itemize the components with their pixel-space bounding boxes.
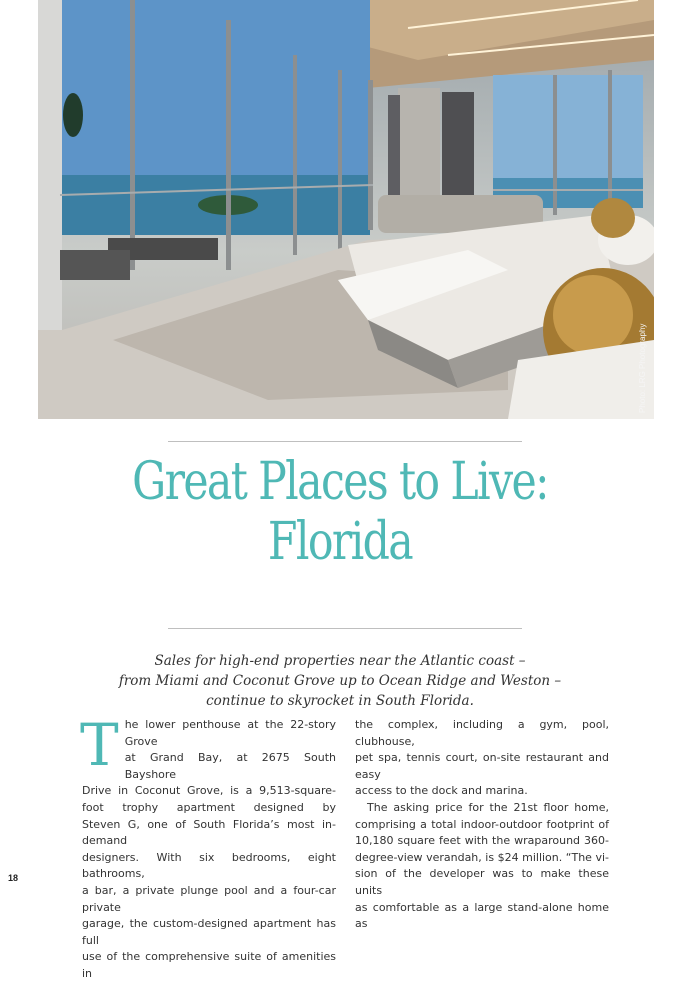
body-line: degree-view verandah, is $24 million. “The vi- [355,850,609,864]
body-line: designers. With six bedrooms, eight bathrooms, [82,850,336,881]
title-line-2: Florida [267,512,413,572]
deck-line-2: from Miami and Coconut Grove up to Ocean Ridge and Weston – [118,673,562,689]
body-line: at Grand Bay, at 2675 South Bayshore [124,751,336,781]
body-line: a bar, a private plunge pool and a four-car private [82,883,336,914]
body-line: use of the comprehensive suite of amenities in [82,950,336,980]
page-number: 18 [8,873,19,883]
body-line: garage, the custom-designed apartment has full [82,917,336,947]
photo-illustration [38,0,654,419]
penthouse-bedroom-photo [38,0,654,419]
deck-line-1: Sales for high-end properties near the Atlantic coast – [154,653,526,669]
body-line: sion of the developer was to make these units [355,867,609,897]
body-line: comprising a total indoor-outdoor footprint of [355,817,609,831]
deck-line-3: continue to skyrocket in South Florida. [206,693,474,709]
body-line: he lower penthouse at the 22-story Grove [124,718,336,748]
body-line: the complex, including a gym, pool, clubhouse, [355,718,609,748]
body-line: Drive in Coconut Grove, is a 9,513-square- [82,784,336,798]
article-title [94,452,586,572]
body-line: 10,180 square feet with the wraparound 360- [355,834,609,848]
body-line: pet spa, tennis court, on-site restaurant and easy [355,751,609,781]
photo-credit: Photo: LRG Photography [638,323,647,413]
body-line: The asking price for the 21st floor home, [367,800,609,814]
bottom-rule [168,628,522,629]
body-column-1 [80,711,336,983]
drop-cap: T [80,711,119,779]
top-rule [168,441,522,442]
body-line: foot trophy apartment designed by [82,800,336,814]
body-line: Steven G, one of South Florida’s most in-demand [82,817,336,848]
body-line: access to the dock and marina. [355,784,528,798]
body-column-2 [355,717,609,933]
article-deck [80,651,600,711]
title-line-1: Great Places to Live: [132,452,548,512]
body-line: as comfortable as a large stand-alone home as [355,900,609,931]
